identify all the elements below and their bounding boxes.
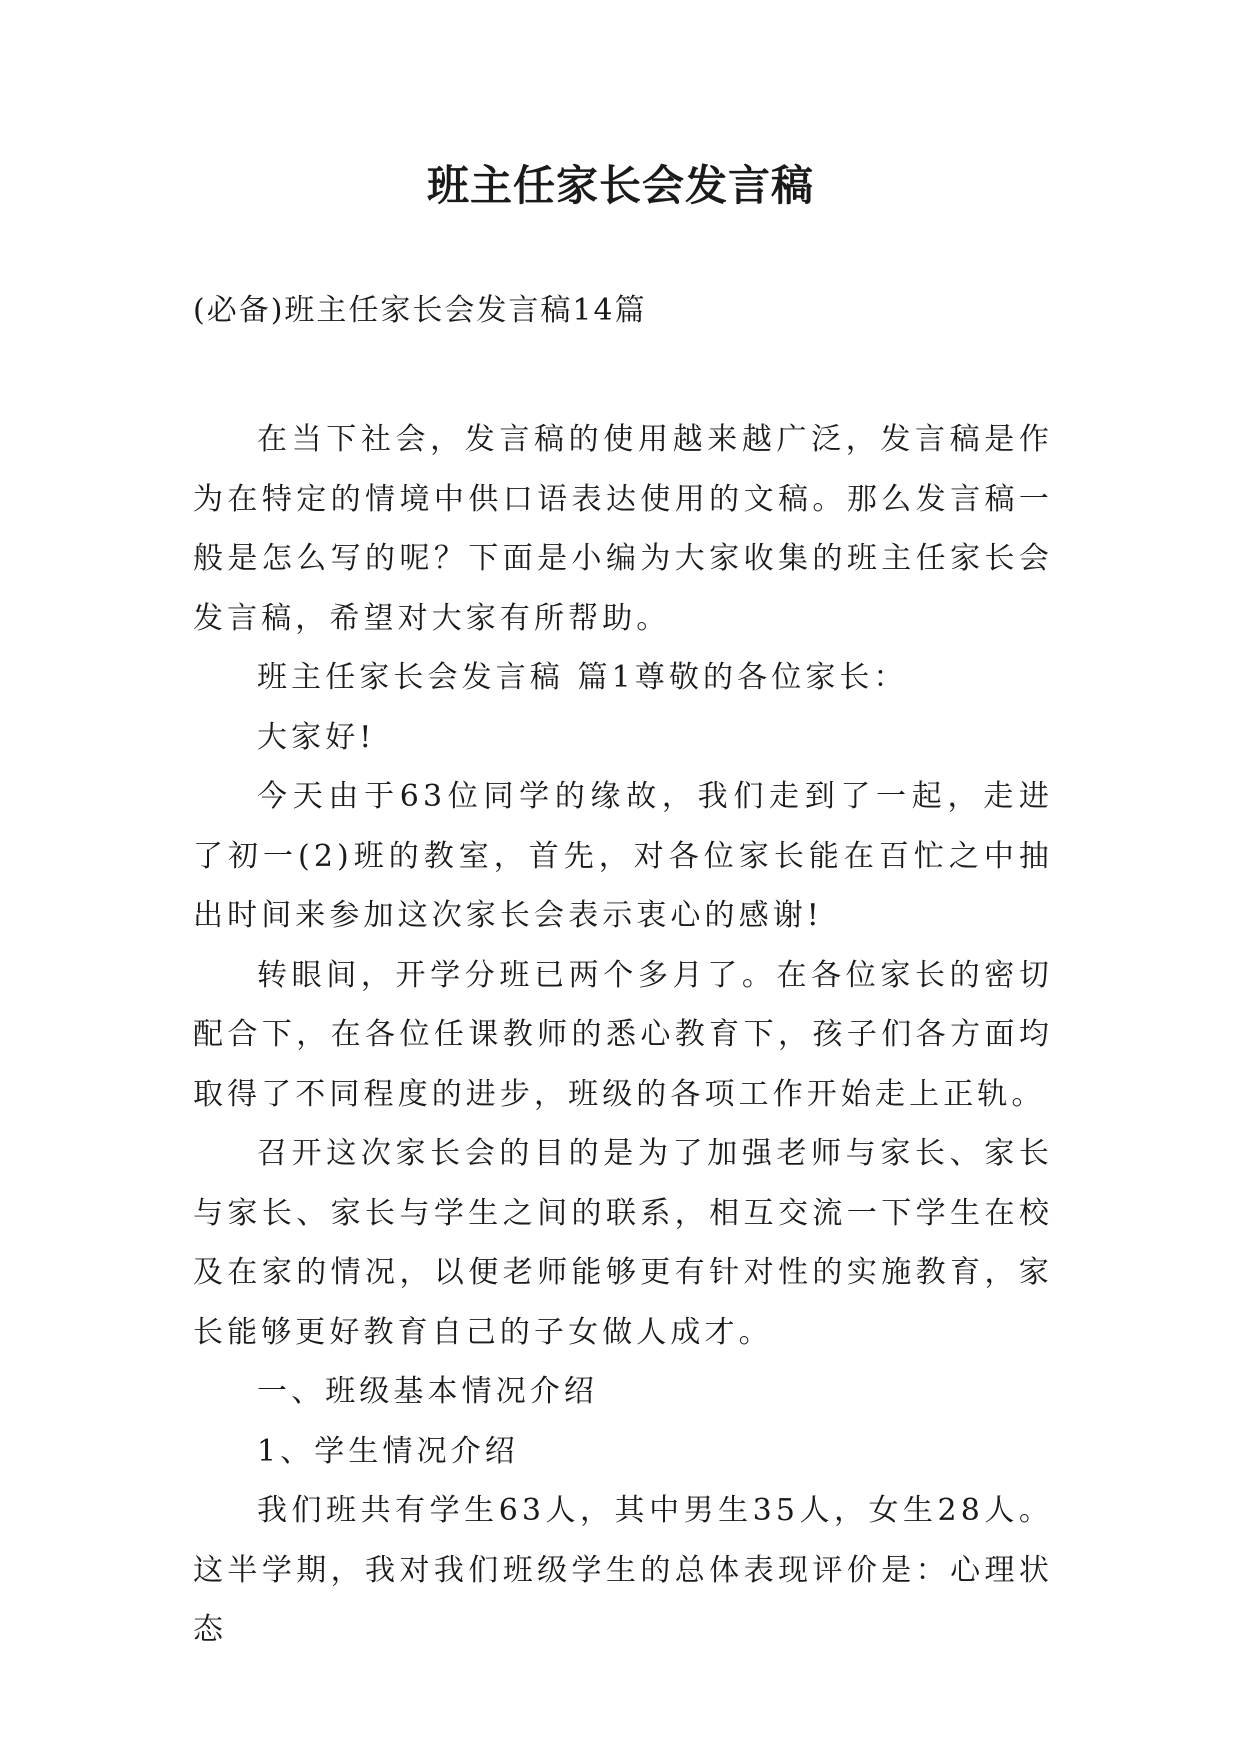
subsection-heading: 1、学生情况介绍 [257,1433,519,1469]
paragraph-students: 我们班共有学生63人，其中男生35人，女生28人。这半学期，我对我们班级学生的总体表现评价是：心理状态 [193,1493,1053,1647]
paragraph-salutation: 班主任家长会发言稿 篇1尊敬的各位家长： [257,660,908,695]
paragraph-greeting: 大家好! [257,719,376,755]
document-body [193,410,1053,1660]
paragraph-intro: 在当下社会，发言稿的使用越来越广泛，发言稿是作为在特定的情境中供口语表达使用的文稿。那么发言稿一般是怎么写的呢？下面是小编为大家收集的班主任家长会发言稿，希望对大家有所帮助。 [193,422,1053,636]
document-title: 班主任家长会发言稿 [426,161,814,210]
section-heading: 一、班级基本情况介绍 [257,1374,598,1409]
document-subtitle: (必备)班主任家长会发言稿14篇 [193,293,647,328]
paragraph-welcome: 今天由于63位同学的缘故，我们走到了一起，走进了初一(2)班的教室，首先，对各位家长能在百忙之中抽出时间来参加这次家长会表示衷心的感谢! [193,779,1053,933]
paragraph-purpose: 召开这次家长会的目的是为了加强老师与家长、家长与家长、家长与学生之间的联系，相互交流一下学生在校及在家的情况，以便老师能够更有针对性的实施教育，家长能够更好教育自己的子女做人成才。 [193,1136,1053,1350]
paragraph-progress: 转眼间，开学分班已两个多月了。在各位家长的密切配合下，在各位任课教师的悉心教育下，孩子们各方面均取得了不同程度的进步，班级的各项工作开始走上正轨。 [193,957,1053,1112]
